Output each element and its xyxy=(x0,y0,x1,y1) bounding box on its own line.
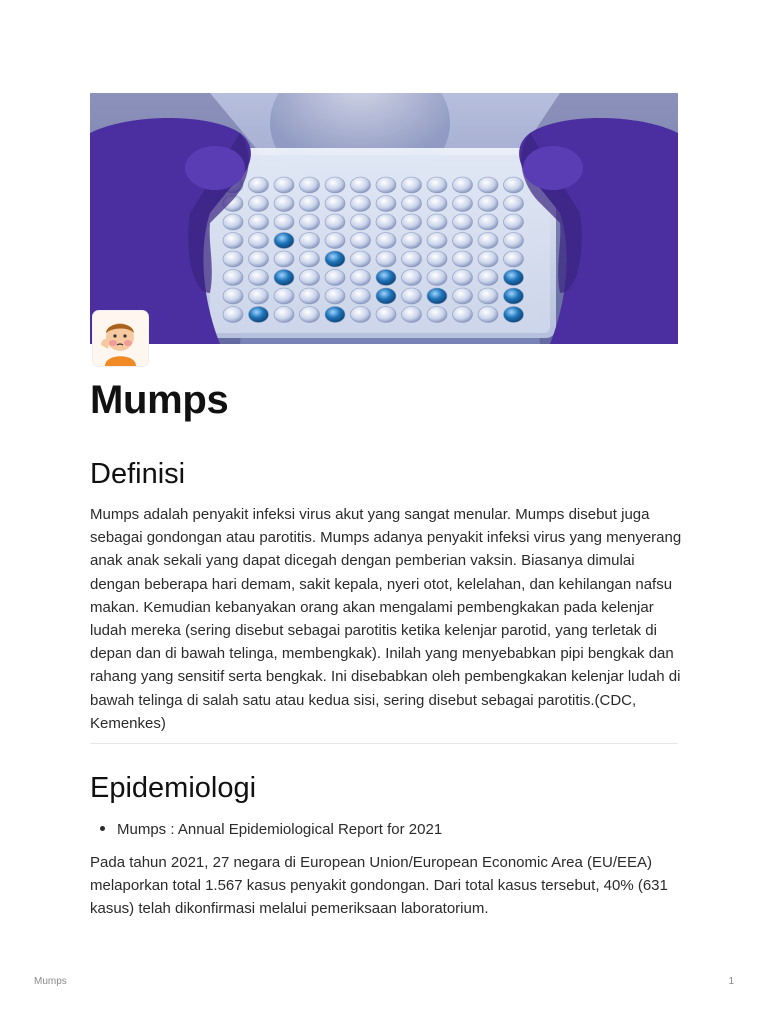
plate-well xyxy=(478,177,498,193)
plate-well xyxy=(427,177,447,193)
plate-well xyxy=(274,270,294,286)
plate-well xyxy=(453,233,473,249)
plate-well xyxy=(300,196,320,212)
plate-well xyxy=(478,307,498,323)
plate-well xyxy=(402,270,422,286)
plate-well xyxy=(504,214,524,230)
plate-well xyxy=(453,270,473,286)
plate-well xyxy=(376,233,396,249)
paragraph-definisi: Mumps adalah penyakit infeksi virus akut yang sangat menular. Mumps disebut juga sebagai gondongan atau parotitis. Mumps adanya penyakit infeksi virus yang menyerang anak anak sekali yang dapat dicegah dengan pemberian vaksin. Biasanya dimulai dengan beberapa hari demam, sakit kepala, nyeri otot, kelelahan, dan kehilangan nafsu makan. Kemudian kebanyakan orang akan mengalami pembengkakan pada kelenjar ludah mereka (sering disebut sebagai parotitis ketika kelenjar parotid, yang terletak di depan dan di bawah telinga, membengkak). Inilah yang menyebabkan pipi bengkak dan rahang yang sensitif serta bengkak. Ini disebabkan oleh pembengkakan kelenjar ludah di bawah telinga di salah satu atau kedua sisi, sering disebut sebagai parotitis.(CDC, Kemenkes) xyxy=(90,506,682,732)
plate-well xyxy=(300,233,320,249)
plate-well xyxy=(300,307,320,323)
page-icon xyxy=(93,311,148,366)
plate-well xyxy=(325,214,345,230)
plate-well xyxy=(376,251,396,267)
plate-well xyxy=(427,196,447,212)
plate-well xyxy=(351,214,371,230)
plate-well xyxy=(453,251,473,267)
plate-well xyxy=(504,288,524,304)
plate-well xyxy=(453,214,473,230)
plate-well xyxy=(402,196,422,212)
plate-well xyxy=(249,177,269,193)
footer-page-number: 1 xyxy=(728,976,734,987)
plate-well xyxy=(249,196,269,212)
divider xyxy=(90,743,678,744)
plate-well xyxy=(223,307,243,323)
heading-definisi: Definisi xyxy=(90,458,186,490)
plate-well xyxy=(351,177,371,193)
plate-well xyxy=(427,270,447,286)
plate-well xyxy=(504,177,524,193)
microplate xyxy=(198,148,556,338)
bullet-dot-icon xyxy=(100,826,105,831)
plate-well xyxy=(427,214,447,230)
plate-well xyxy=(325,251,345,267)
plate-well xyxy=(453,307,473,323)
plate-well xyxy=(300,288,320,304)
plate-well xyxy=(223,288,243,304)
plate-well xyxy=(249,233,269,249)
footer-doc-title: Mumps xyxy=(34,976,67,987)
plate-well xyxy=(478,214,498,230)
plate-well xyxy=(376,214,396,230)
plate-well xyxy=(402,307,422,323)
plate-well xyxy=(300,177,320,193)
plate-well xyxy=(478,288,498,304)
cover-image xyxy=(90,93,678,344)
plate-well xyxy=(274,233,294,249)
plate-well xyxy=(427,307,447,323)
plate-well xyxy=(402,177,422,193)
plate-well xyxy=(351,251,371,267)
paragraph-epidemiologi: Pada tahun 2021, 27 negara di European Union/European Economic Area (EU/EEA) melaporkan total 1.567 kasus penyakit gondongan. Dari total kasus tersebut, 40% (631 kasus) telah dikonfirmasi melalui pemeriksaan laboratorium. xyxy=(90,854,668,918)
plate-well xyxy=(478,251,498,267)
plate-well xyxy=(504,270,524,286)
plate-well xyxy=(351,196,371,212)
plate-well xyxy=(427,251,447,267)
bulleted-list-item xyxy=(100,819,442,841)
plate-well xyxy=(504,251,524,267)
plate-well xyxy=(402,288,422,304)
plate-well xyxy=(351,307,371,323)
plate-well xyxy=(325,270,345,286)
plate-well xyxy=(300,251,320,267)
plate-well xyxy=(478,270,498,286)
plate-well xyxy=(223,214,243,230)
plate-well xyxy=(249,270,269,286)
plate-well xyxy=(325,307,345,323)
plate-well xyxy=(300,270,320,286)
plate-well xyxy=(325,288,345,304)
plate-well xyxy=(453,177,473,193)
plate-well xyxy=(274,177,294,193)
plate-well xyxy=(274,251,294,267)
plate-well xyxy=(351,288,371,304)
plate-well xyxy=(402,251,422,267)
plate-well xyxy=(376,288,396,304)
plate-well xyxy=(325,177,345,193)
plate-well xyxy=(300,214,320,230)
plate-well xyxy=(351,270,371,286)
plate-well xyxy=(274,307,294,323)
plate-well xyxy=(249,288,269,304)
plate-well xyxy=(223,251,243,267)
plate-well xyxy=(376,270,396,286)
plate-well xyxy=(402,233,422,249)
plate-well xyxy=(376,307,396,323)
plate-well xyxy=(376,196,396,212)
plate-well xyxy=(504,307,524,323)
plate-well xyxy=(504,233,524,249)
plate-well xyxy=(478,233,498,249)
plate-well xyxy=(478,196,498,212)
plate-well xyxy=(453,288,473,304)
plate-well xyxy=(274,288,294,304)
plate-well xyxy=(223,233,243,249)
plate-well xyxy=(249,214,269,230)
heading-epidemiologi: Epidemiologi xyxy=(90,772,257,804)
plate-well xyxy=(325,196,345,212)
plate-well xyxy=(504,196,524,212)
plate-well xyxy=(274,214,294,230)
bullet-text: Mumps : Annual Epidemiological Report for 2021 xyxy=(117,821,443,838)
plate-well xyxy=(402,214,422,230)
plate-well xyxy=(376,177,396,193)
plate-well xyxy=(453,196,473,212)
plate-well xyxy=(249,251,269,267)
plate-well xyxy=(427,233,447,249)
page-title: Mumps xyxy=(90,378,229,422)
plate-well xyxy=(249,307,269,323)
plate-well xyxy=(351,233,371,249)
plate-well xyxy=(325,233,345,249)
plate-well xyxy=(427,288,447,304)
plate-well xyxy=(274,196,294,212)
plate-well xyxy=(223,270,243,286)
